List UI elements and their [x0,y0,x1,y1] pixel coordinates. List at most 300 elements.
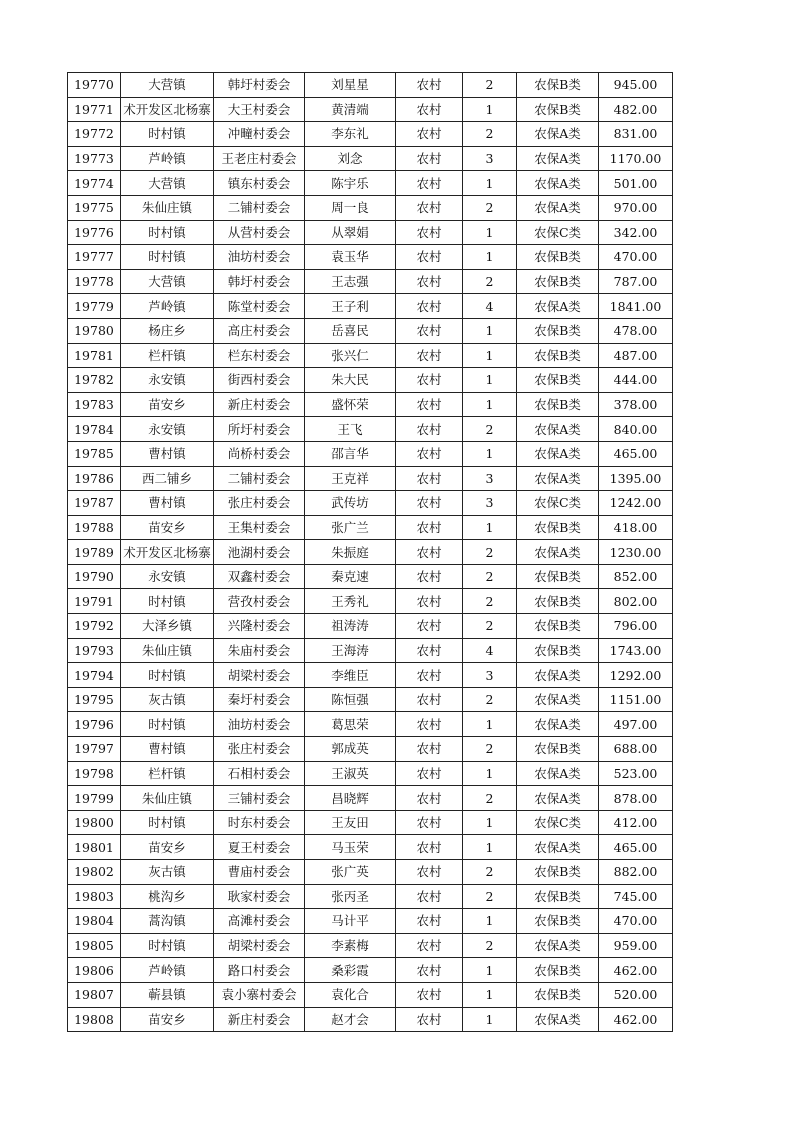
village-cell: 油坊村委会 [214,712,305,737]
count-cell: 2 [463,122,517,147]
table-row [68,835,673,860]
amount-cell: 470.00 [599,245,673,270]
name-cell: 李素梅 [305,933,396,958]
township-cell: 曹村镇 [121,491,214,516]
insurance-type-cell: 农保A类 [517,441,599,466]
table-row [68,245,673,270]
township-cell: 时村镇 [121,933,214,958]
township-cell: 大泽乡镇 [121,614,214,639]
table-row [68,589,673,614]
id-cell: 19790 [68,564,121,589]
village-cell: 秦圩村委会 [214,687,305,712]
id-cell: 19772 [68,122,121,147]
area-type-cell: 农村 [396,343,463,368]
count-cell: 2 [463,860,517,885]
township-cell: 时村镇 [121,220,214,245]
insurance-type-cell: 农保A类 [517,1007,599,1032]
id-cell: 19782 [68,368,121,393]
table-row [68,466,673,491]
table-row [68,122,673,147]
village-cell: 王集村委会 [214,515,305,540]
id-cell: 19794 [68,663,121,688]
area-type-cell: 农村 [396,884,463,909]
table-row [68,933,673,958]
table-row [68,982,673,1007]
amount-cell: 802.00 [599,589,673,614]
id-cell: 19785 [68,441,121,466]
count-cell: 1 [463,318,517,343]
id-cell: 19783 [68,392,121,417]
amount-cell: 501.00 [599,171,673,196]
area-type-cell: 农村 [396,909,463,934]
amount-cell: 688.00 [599,737,673,762]
name-cell: 陈恒强 [305,687,396,712]
name-cell: 邵言华 [305,441,396,466]
name-cell: 郭成英 [305,737,396,762]
table-row [68,220,673,245]
area-type-cell: 农村 [396,220,463,245]
village-cell: 陈堂村委会 [214,294,305,319]
table-row [68,663,673,688]
amount-cell: 520.00 [599,982,673,1007]
insurance-type-cell: 农保B类 [517,515,599,540]
id-cell: 19774 [68,171,121,196]
count-cell: 1 [463,441,517,466]
name-cell: 武传坊 [305,491,396,516]
amount-cell: 1242.00 [599,491,673,516]
name-cell: 刘念 [305,146,396,171]
name-cell: 赵才会 [305,1007,396,1032]
township-cell: 杨庄乡 [121,318,214,343]
id-cell: 19808 [68,1007,121,1032]
area-type-cell: 农村 [396,515,463,540]
id-cell: 19771 [68,97,121,122]
village-cell: 三铺村委会 [214,786,305,811]
amount-cell: 412.00 [599,810,673,835]
amount-cell: 465.00 [599,835,673,860]
amount-cell: 970.00 [599,195,673,220]
village-cell: 王老庄村委会 [214,146,305,171]
insurance-type-cell: 农保A类 [517,466,599,491]
table-row [68,540,673,565]
records-table [67,72,673,1032]
name-cell: 王秀礼 [305,589,396,614]
area-type-cell: 农村 [396,368,463,393]
township-cell: 苗安乡 [121,835,214,860]
area-type-cell: 农村 [396,663,463,688]
count-cell: 1 [463,835,517,860]
amount-cell: 462.00 [599,1007,673,1032]
amount-cell: 478.00 [599,318,673,343]
area-type-cell: 农村 [396,171,463,196]
count-cell: 2 [463,417,517,442]
table-row [68,515,673,540]
id-cell: 19796 [68,712,121,737]
id-cell: 19773 [68,146,121,171]
village-cell: 耿家村委会 [214,884,305,909]
insurance-type-cell: 农保B类 [517,73,599,98]
area-type-cell: 农村 [396,392,463,417]
amount-cell: 787.00 [599,269,673,294]
amount-cell: 1292.00 [599,663,673,688]
count-cell: 1 [463,712,517,737]
name-cell: 朱振庭 [305,540,396,565]
table-row [68,884,673,909]
id-cell: 19778 [68,269,121,294]
id-cell: 19795 [68,687,121,712]
amount-cell: 342.00 [599,220,673,245]
name-cell: 刘星星 [305,73,396,98]
count-cell: 2 [463,884,517,909]
insurance-type-cell: 农保A类 [517,171,599,196]
village-cell: 营孜村委会 [214,589,305,614]
township-cell: 朱仙庄镇 [121,195,214,220]
count-cell: 1 [463,220,517,245]
village-cell: 所圩村委会 [214,417,305,442]
count-cell: 2 [463,786,517,811]
township-cell: 芦岭镇 [121,146,214,171]
id-cell: 19791 [68,589,121,614]
insurance-type-cell: 农保A类 [517,195,599,220]
table-row [68,687,673,712]
count-cell: 1 [463,392,517,417]
name-cell: 陈宇乐 [305,171,396,196]
table-row [68,343,673,368]
table-row [68,318,673,343]
count-cell: 4 [463,294,517,319]
township-cell: 大营镇 [121,171,214,196]
count-cell: 2 [463,614,517,639]
table-row [68,73,673,98]
count-cell: 1 [463,245,517,270]
insurance-type-cell: 农保B类 [517,982,599,1007]
name-cell: 王淑英 [305,761,396,786]
area-type-cell: 农村 [396,958,463,983]
table-row [68,712,673,737]
village-cell: 胡梁村委会 [214,663,305,688]
id-cell: 19793 [68,638,121,663]
township-cell: 苗安乡 [121,1007,214,1032]
id-cell: 19776 [68,220,121,245]
insurance-type-cell: 农保B类 [517,564,599,589]
count-cell: 2 [463,589,517,614]
name-cell: 袁化合 [305,982,396,1007]
village-cell: 大王村委会 [214,97,305,122]
township-cell: 永安镇 [121,564,214,589]
township-cell: 栏杆镇 [121,343,214,368]
area-type-cell: 农村 [396,933,463,958]
id-cell: 19800 [68,810,121,835]
township-cell: 大营镇 [121,73,214,98]
name-cell: 王克祥 [305,466,396,491]
village-cell: 韩圩村委会 [214,73,305,98]
village-cell: 街西村委会 [214,368,305,393]
table-row [68,441,673,466]
name-cell: 马玉荣 [305,835,396,860]
count-cell: 1 [463,97,517,122]
id-cell: 19775 [68,195,121,220]
village-cell: 冲疃村委会 [214,122,305,147]
village-cell: 尚桥村委会 [214,441,305,466]
township-cell: 永安镇 [121,368,214,393]
village-cell: 油坊村委会 [214,245,305,270]
insurance-type-cell: 农保A类 [517,146,599,171]
insurance-type-cell: 农保B类 [517,860,599,885]
name-cell: 盛怀荣 [305,392,396,417]
id-cell: 19784 [68,417,121,442]
village-cell: 韩圩村委会 [214,269,305,294]
count-cell: 3 [463,146,517,171]
amount-cell: 945.00 [599,73,673,98]
village-cell: 袁小寨村委会 [214,982,305,1007]
township-cell: 桃沟乡 [121,884,214,909]
name-cell: 昌晓辉 [305,786,396,811]
township-cell: 朱仙庄镇 [121,638,214,663]
count-cell: 1 [463,368,517,393]
village-cell: 栏东村委会 [214,343,305,368]
count-cell: 2 [463,540,517,565]
township-cell: 时村镇 [121,810,214,835]
count-cell: 2 [463,195,517,220]
id-cell: 19788 [68,515,121,540]
count-cell: 1 [463,982,517,1007]
amount-cell: 1170.00 [599,146,673,171]
amount-cell: 840.00 [599,417,673,442]
area-type-cell: 农村 [396,318,463,343]
insurance-type-cell: 农保B类 [517,392,599,417]
insurance-type-cell: 农保B类 [517,318,599,343]
insurance-type-cell: 农保B类 [517,97,599,122]
name-cell: 黄清端 [305,97,396,122]
village-cell: 曹庙村委会 [214,860,305,885]
table-row [68,171,673,196]
village-cell: 双鑫村委会 [214,564,305,589]
table-row [68,146,673,171]
township-cell: 时村镇 [121,589,214,614]
village-cell: 朱庙村委会 [214,638,305,663]
area-type-cell: 农村 [396,860,463,885]
area-type-cell: 农村 [396,97,463,122]
table-row [68,810,673,835]
village-cell: 高滩村委会 [214,909,305,934]
area-type-cell: 农村 [396,982,463,1007]
township-cell: 曹村镇 [121,441,214,466]
area-type-cell: 农村 [396,786,463,811]
area-type-cell: 农村 [396,1007,463,1032]
insurance-type-cell: 农保B类 [517,589,599,614]
area-type-cell: 农村 [396,712,463,737]
village-cell: 池湖村委会 [214,540,305,565]
table-row [68,417,673,442]
amount-cell: 487.00 [599,343,673,368]
amount-cell: 1743.00 [599,638,673,663]
table-row [68,614,673,639]
count-cell: 1 [463,958,517,983]
insurance-type-cell: 农保C类 [517,220,599,245]
table-row [68,294,673,319]
amount-cell: 796.00 [599,614,673,639]
amount-cell: 523.00 [599,761,673,786]
count-cell: 1 [463,761,517,786]
name-cell: 王飞 [305,417,396,442]
area-type-cell: 农村 [396,564,463,589]
township-cell: 灰古镇 [121,687,214,712]
id-cell: 19770 [68,73,121,98]
insurance-type-cell: 农保A类 [517,687,599,712]
amount-cell: 959.00 [599,933,673,958]
township-cell: 大营镇 [121,269,214,294]
id-cell: 19803 [68,884,121,909]
id-cell: 19798 [68,761,121,786]
amount-cell: 882.00 [599,860,673,885]
id-cell: 19805 [68,933,121,958]
area-type-cell: 农村 [396,540,463,565]
table-row [68,737,673,762]
table-row [68,761,673,786]
insurance-type-cell: 农保A类 [517,294,599,319]
area-type-cell: 农村 [396,466,463,491]
insurance-type-cell: 农保B类 [517,368,599,393]
amount-cell: 1151.00 [599,687,673,712]
township-cell: 时村镇 [121,712,214,737]
count-cell: 2 [463,687,517,712]
area-type-cell: 农村 [396,195,463,220]
id-cell: 19804 [68,909,121,934]
count-cell: 1 [463,810,517,835]
id-cell: 19797 [68,737,121,762]
insurance-type-cell: 农保B类 [517,614,599,639]
insurance-type-cell: 农保C类 [517,810,599,835]
area-type-cell: 农村 [396,146,463,171]
area-type-cell: 农村 [396,737,463,762]
township-cell: 灰古镇 [121,860,214,885]
table-row [68,97,673,122]
table-row [68,909,673,934]
insurance-type-cell: 农保B类 [517,884,599,909]
amount-cell: 497.00 [599,712,673,737]
amount-cell: 745.00 [599,884,673,909]
township-cell: 术开发区北杨寨 [121,97,214,122]
township-cell: 朱仙庄镇 [121,786,214,811]
id-cell: 19792 [68,614,121,639]
name-cell: 岳喜民 [305,318,396,343]
township-cell: 时村镇 [121,122,214,147]
village-cell: 路口村委会 [214,958,305,983]
amount-cell: 482.00 [599,97,673,122]
insurance-type-cell: 农保B类 [517,269,599,294]
area-type-cell: 农村 [396,294,463,319]
insurance-type-cell: 农保B类 [517,638,599,663]
id-cell: 19799 [68,786,121,811]
insurance-type-cell: 农保B类 [517,245,599,270]
township-cell: 苗安乡 [121,515,214,540]
name-cell: 从翠娟 [305,220,396,245]
area-type-cell: 农村 [396,417,463,442]
amount-cell: 462.00 [599,958,673,983]
id-cell: 19777 [68,245,121,270]
village-cell: 石相村委会 [214,761,305,786]
amount-cell: 465.00 [599,441,673,466]
village-cell: 新庄村委会 [214,1007,305,1032]
id-cell: 19802 [68,860,121,885]
table-row [68,392,673,417]
township-cell: 术开发区北杨寨 [121,540,214,565]
id-cell: 19789 [68,540,121,565]
table-row [68,491,673,516]
count-cell: 1 [463,171,517,196]
id-cell: 19801 [68,835,121,860]
insurance-type-cell: 农保A类 [517,835,599,860]
amount-cell: 1395.00 [599,466,673,491]
count-cell: 3 [463,663,517,688]
id-cell: 19787 [68,491,121,516]
amount-cell: 378.00 [599,392,673,417]
township-cell: 时村镇 [121,663,214,688]
township-cell: 芦岭镇 [121,958,214,983]
insurance-type-cell: 农保C类 [517,491,599,516]
township-cell: 芦岭镇 [121,294,214,319]
id-cell: 19780 [68,318,121,343]
name-cell: 张广英 [305,860,396,885]
id-cell: 19806 [68,958,121,983]
insurance-type-cell: 农保A类 [517,417,599,442]
area-type-cell: 农村 [396,614,463,639]
insurance-type-cell: 农保A类 [517,122,599,147]
village-cell: 二铺村委会 [214,466,305,491]
insurance-type-cell: 农保A类 [517,933,599,958]
township-cell: 蒿沟镇 [121,909,214,934]
area-type-cell: 农村 [396,589,463,614]
name-cell: 秦克速 [305,564,396,589]
area-type-cell: 农村 [396,687,463,712]
insurance-type-cell: 农保B类 [517,958,599,983]
amount-cell: 470.00 [599,909,673,934]
insurance-type-cell: 农保A类 [517,663,599,688]
township-cell: 时村镇 [121,245,214,270]
village-cell: 高庄村委会 [214,318,305,343]
township-cell: 蕲县镇 [121,982,214,1007]
area-type-cell: 农村 [396,491,463,516]
area-type-cell: 农村 [396,638,463,663]
table-row [68,1007,673,1032]
amount-cell: 831.00 [599,122,673,147]
name-cell: 王志强 [305,269,396,294]
count-cell: 1 [463,909,517,934]
amount-cell: 878.00 [599,786,673,811]
area-type-cell: 农村 [396,835,463,860]
count-cell: 1 [463,515,517,540]
name-cell: 张丙圣 [305,884,396,909]
village-cell: 张庄村委会 [214,491,305,516]
area-type-cell: 农村 [396,269,463,294]
name-cell: 张广兰 [305,515,396,540]
village-cell: 夏王村委会 [214,835,305,860]
table-row [68,269,673,294]
amount-cell: 1841.00 [599,294,673,319]
insurance-type-cell: 农保A类 [517,540,599,565]
name-cell: 李东礼 [305,122,396,147]
name-cell: 袁玉华 [305,245,396,270]
township-cell: 西二铺乡 [121,466,214,491]
table-row [68,368,673,393]
count-cell: 4 [463,638,517,663]
name-cell: 桑彩霞 [305,958,396,983]
count-cell: 3 [463,491,517,516]
count-cell: 2 [463,73,517,98]
count-cell: 1 [463,1007,517,1032]
table-row [68,638,673,663]
area-type-cell: 农村 [396,122,463,147]
